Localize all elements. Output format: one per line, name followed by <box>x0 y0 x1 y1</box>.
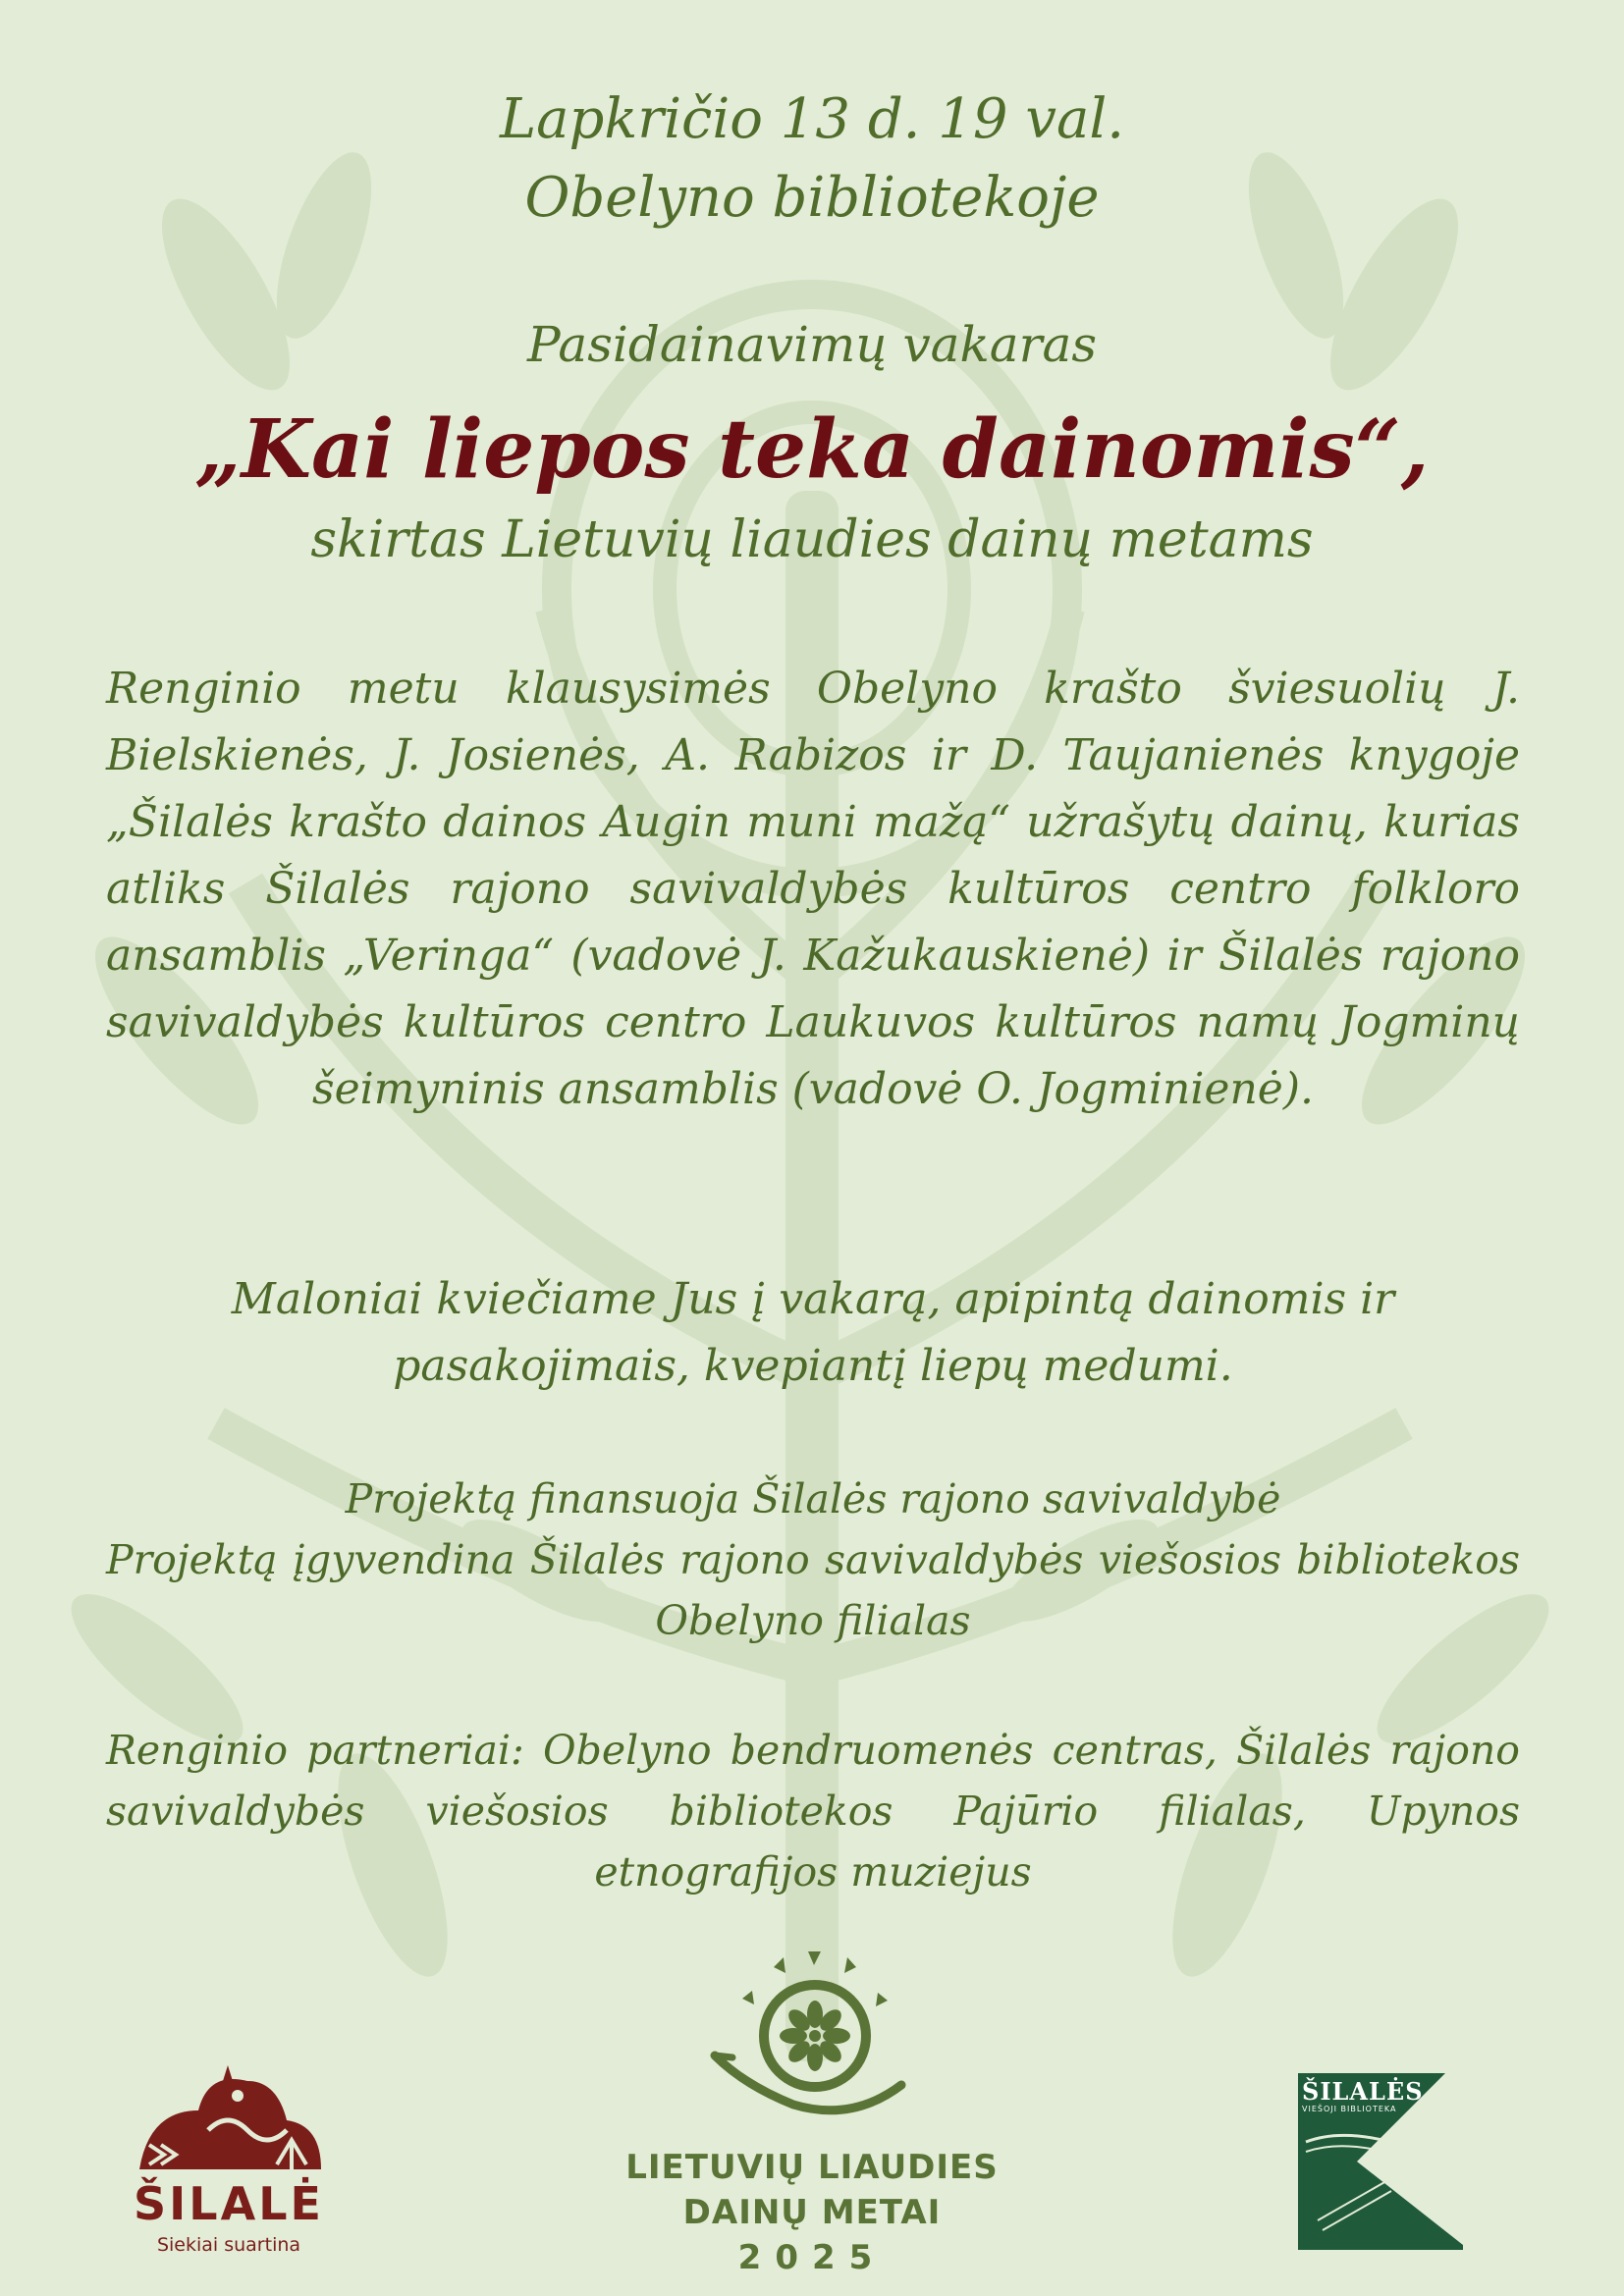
event-description: Renginio metu klausysimės Obelyno krašto šviesuolių J. Bielskienės, J. Josienės, A. Rabizos ir D. Taujanienės knygoje „Šilalės krašto dainos Augin muni mažą“ užrašytų dainų, kurias atliks Šilalės rajono savivaldybės kultūros centro folkloro ansamblis „Veringa“ (vadovė J. Kažukauskienė) ir Šilalės rajono savivaldybės kultūros centro Laukuvos kultūros namų Jogminų šeimyninis ansamblis (vadovė O. Jogminienė). <box>106 664 1520 1114</box>
event-dedication: skirtas Lietuvių liaudies dainų metams <box>310 510 1314 569</box>
event-subtitle: Pasidainavimų vakaras <box>527 316 1097 373</box>
library-logo-name: ŠILALĖS <box>1302 2077 1424 2106</box>
event-venue: Obelyno bibliotekoje <box>524 166 1100 230</box>
funding-line-1: Projektą finansuoja Šilalės rajono savivaldybė <box>345 1475 1281 1522</box>
song-year-year: 2025 <box>737 2238 887 2277</box>
silale-logo-name: ŠILALĖ <box>134 2177 324 2230</box>
invitation-text: Maloniai kviečiame Jus į vakarą, apipintą dainomis ir pasakojimais, kvepiantį liepų medumi. <box>231 1274 1395 1391</box>
funding-info <box>106 1468 1520 1651</box>
partners-text: Renginio partneriai: Obelyno bendruomenės centras, Šilalės rajono savivaldybės viešosios bibliotekos Pajūrio filialas, Upynos etnografijos muziejus <box>106 1727 1520 1896</box>
song-year-line-2: DAINŲ METAI <box>682 2193 942 2232</box>
library-logo-sub: VIEŠOJI BIBLIOTEKA <box>1302 2105 1397 2113</box>
event-date-time: Lapkričio 13 d. 19 val. <box>499 87 1125 151</box>
event-title: „Kai liepos teka dainomis“, <box>194 402 1430 497</box>
funding-line-2: Projektą įgyvendina Šilalės rajono savivaldybės viešosios bibliotekos Obelyno filialas <box>106 1536 1520 1644</box>
song-year-line-1: LIETUVIŲ LIAUDIES <box>625 2148 999 2187</box>
song-year-bird-logo-icon <box>705 1948 921 2124</box>
silale-logo-slogan: Siekiai suartina <box>156 2234 301 2256</box>
